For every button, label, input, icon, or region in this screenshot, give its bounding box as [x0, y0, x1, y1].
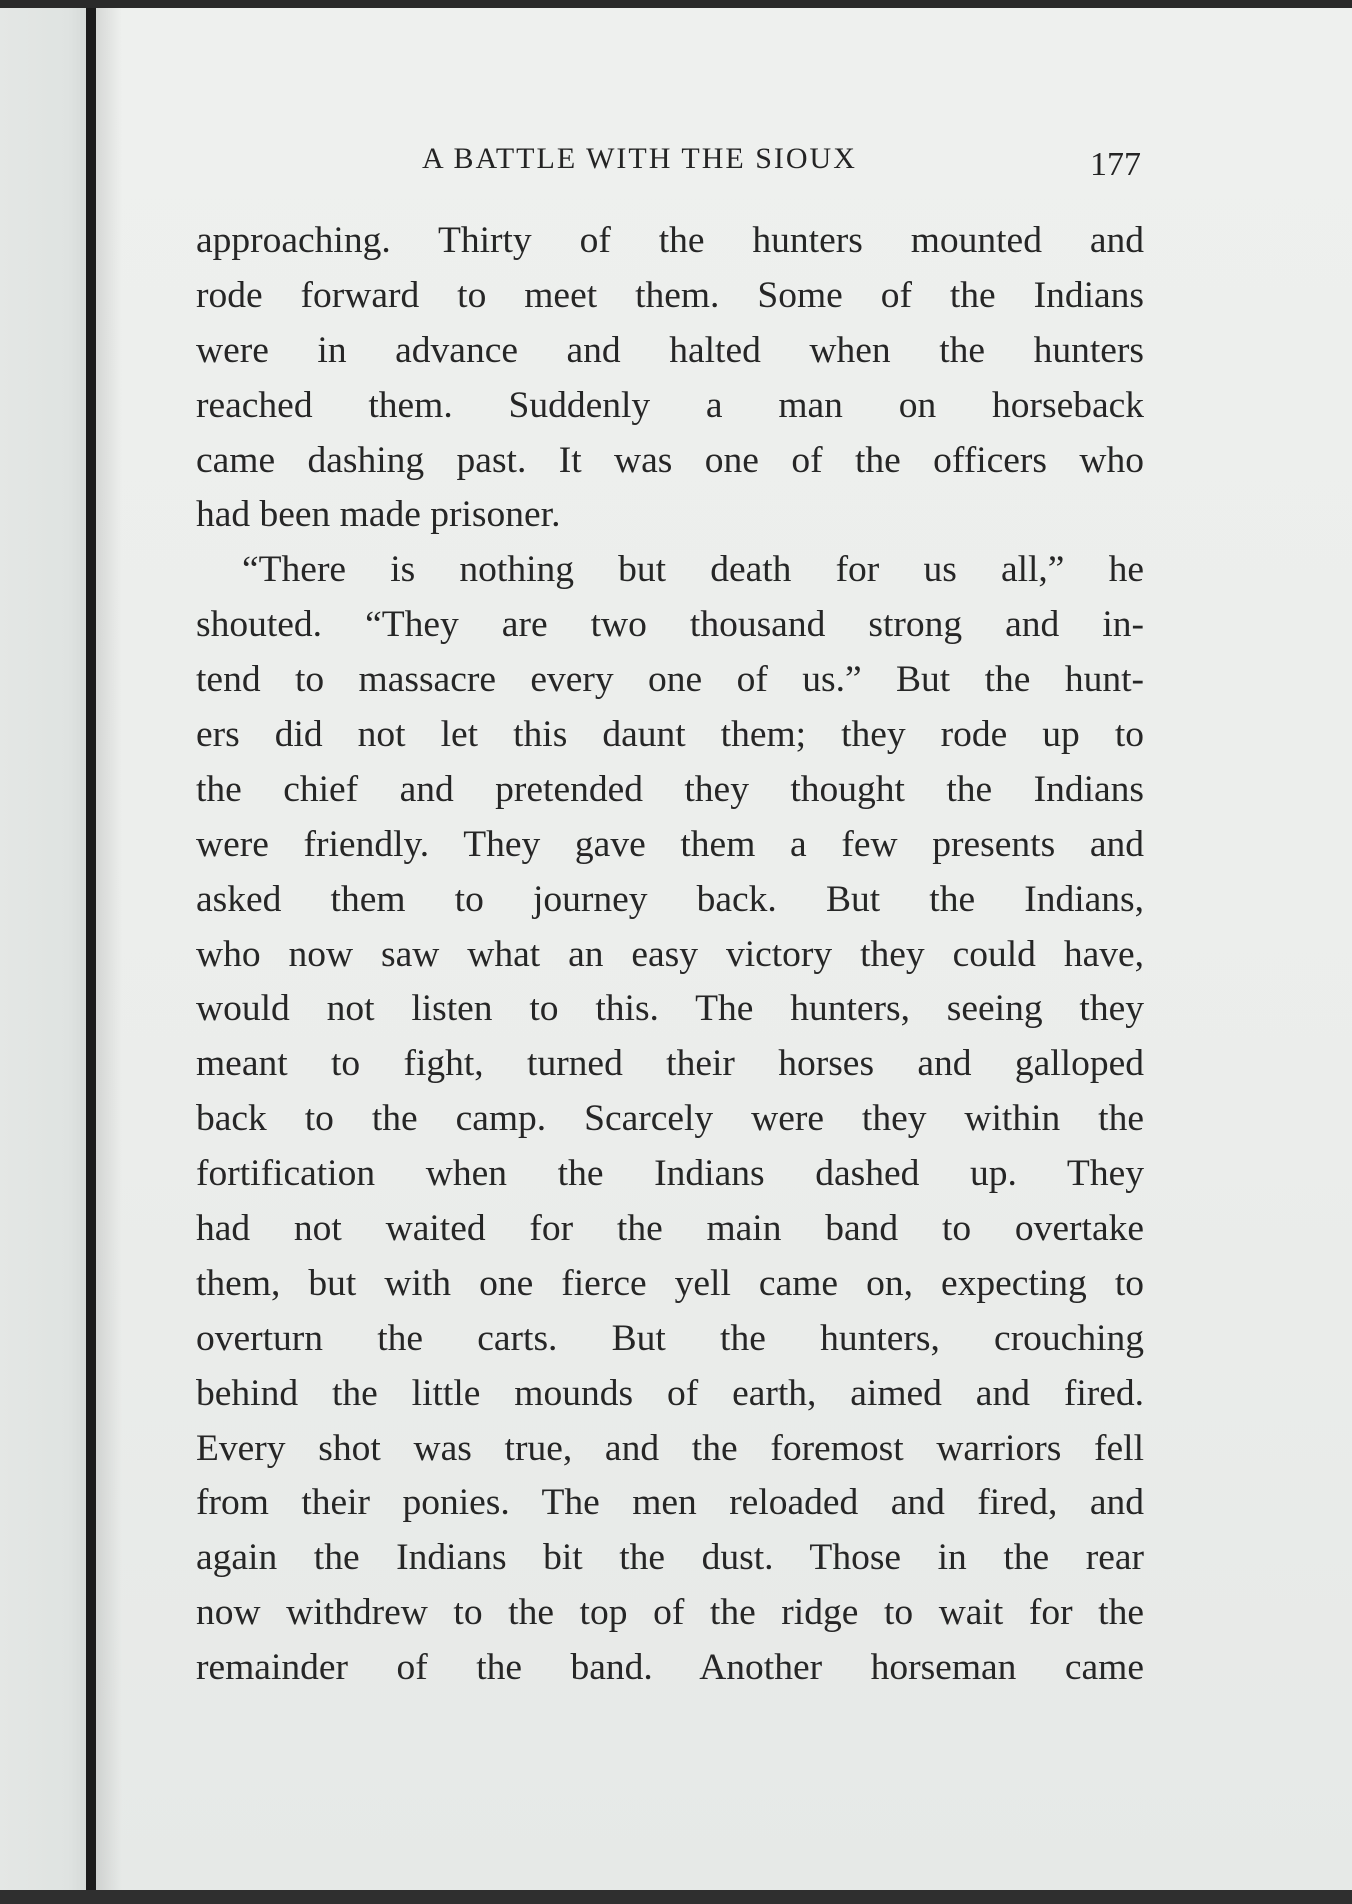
text-line: ers did not let this daunt them; they rode up to [196, 714, 1144, 756]
text-line: were friendly. They gave them a few presents and [196, 823, 1144, 865]
text-line: them, but with one fierce yell came on, expecting to [196, 1262, 1144, 1304]
text-line: remainder of the band. Another horseman came [196, 1647, 1144, 1689]
text-line: came dashing past. It was one of the officers who [196, 439, 1144, 481]
text-line: “There is nothing but death for us all,” he [242, 549, 1144, 591]
text-line: reached them. Suddenly a man on horseback [196, 384, 1144, 426]
scan-top-border [0, 0, 1352, 8]
text-line: asked them to journey back. But the Indians, [196, 878, 1144, 920]
text-line: who now saw what an easy victory they could have, [196, 933, 1144, 975]
body-text [196, 214, 1144, 1696]
text-line: meant to fight, turned their horses and galloped [196, 1043, 1144, 1085]
text-line: from their ponies. The men reloaded and fired, and [196, 1482, 1144, 1524]
running-head-title: A BATTLE WITH THE SIOUX [422, 142, 857, 175]
text-line: had been made prisoner. [196, 494, 561, 536]
text-line: back to the camp. Scarcely were they within the [196, 1098, 1144, 1140]
gutter-shadow [96, 8, 122, 1890]
text-line: tend to massacre every one of us.” But the hunt- [196, 659, 1144, 701]
text-line: behind the little mounds of earth, aimed and fired. [196, 1372, 1144, 1414]
text-line: had not waited for the main band to overtake [196, 1208, 1144, 1250]
facing-page-margin [0, 8, 86, 1890]
text-line: rode forward to meet them. Some of the Indians [196, 274, 1144, 316]
book-spine-gutter [86, 8, 96, 1890]
text-line: would not listen to this. The hunters, seeing they [196, 988, 1144, 1030]
text-line: shouted. “They are two thousand strong and in- [196, 604, 1144, 646]
text-line: the chief and pretended they thought the Indians [196, 768, 1144, 810]
text-line: overturn the carts. But the hunters, crouching [196, 1317, 1144, 1359]
text-line: now withdrew to the top of the ridge to wait for the [196, 1592, 1144, 1634]
text-line: were in advance and halted when the hunters [196, 329, 1144, 371]
text-line: Every shot was true, and the foremost warriors fell [196, 1427, 1144, 1469]
scan-bottom-border [0, 1890, 1352, 1904]
page-number: 177 [1090, 146, 1141, 183]
text-line: approaching. Thirty of the hunters mounted and [196, 220, 1144, 261]
text-line: again the Indians bit the dust. Those in the rear [196, 1537, 1144, 1579]
text-line: fortification when the Indians dashed up. They [196, 1153, 1144, 1195]
